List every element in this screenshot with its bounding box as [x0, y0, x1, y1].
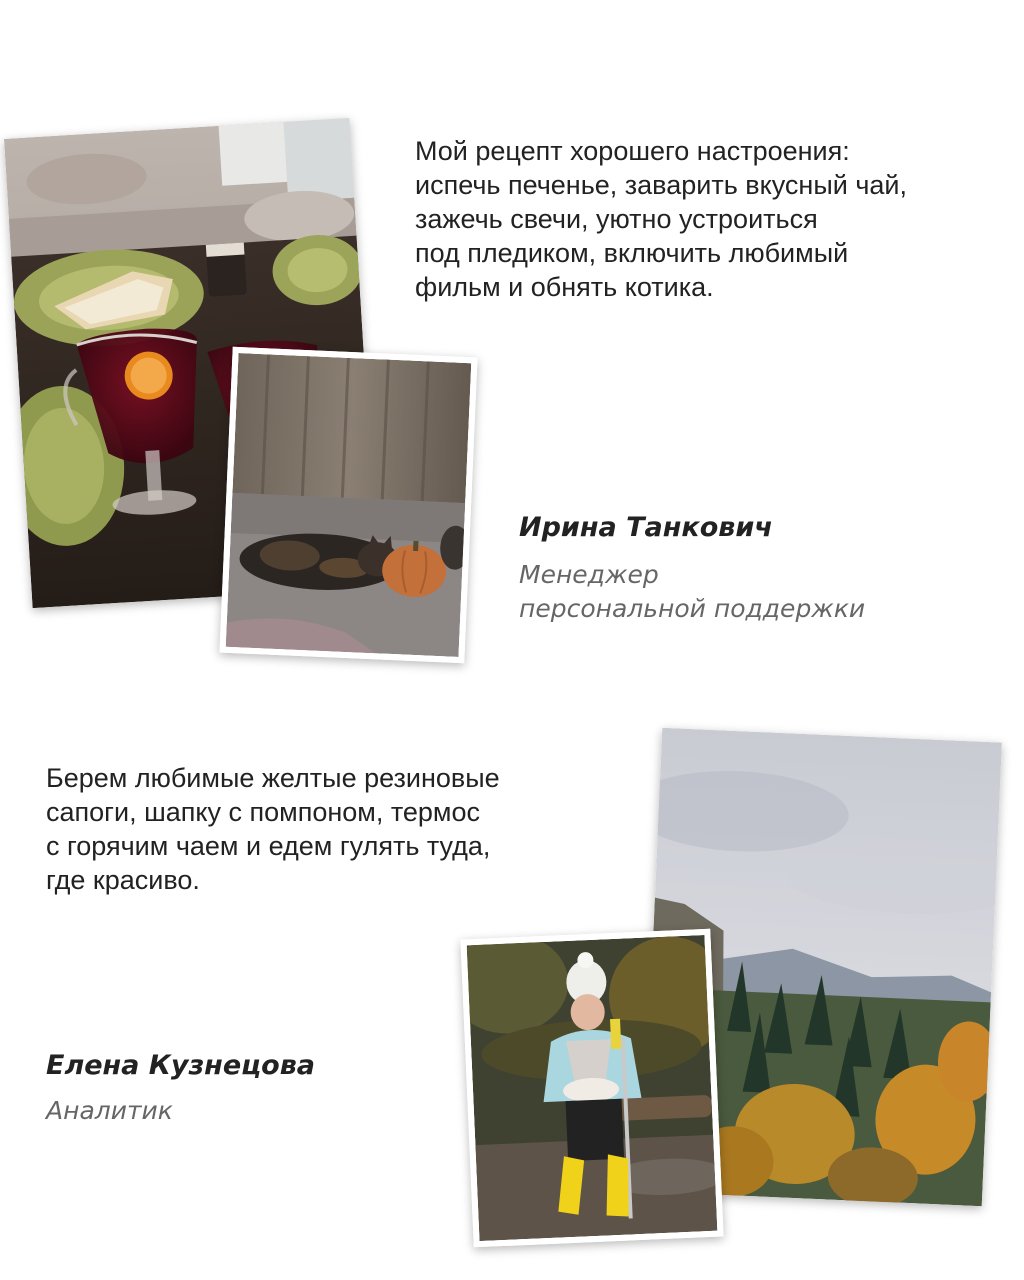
hiker-yellow-boots-photo [460, 929, 723, 1248]
quote-line: фильм и обнять котика. [415, 272, 714, 302]
cat-illustration [226, 353, 472, 657]
quote-line: испечь печенье, заварить вкусный чай, [415, 170, 907, 200]
quote-line: Мой рецепт хорошего настроения: [415, 136, 850, 166]
cat-on-sofa-photo [219, 347, 477, 663]
role-line: Аналитик [46, 1096, 173, 1125]
quote-section-1 [415, 134, 907, 304]
quote-section-2 [46, 761, 500, 897]
hiker-illustration [467, 935, 718, 1241]
quote-line: где красиво. [46, 865, 200, 895]
quote-line: сапоги, шапку с помпоном, термос [46, 797, 481, 827]
quote-line: Берем любимые желтые резиновые [46, 763, 500, 793]
role-line: Менеджер [519, 560, 659, 589]
quote-line: зажечь свечи, уютно устроиться [415, 204, 818, 234]
role-line: персональной поддержки [519, 594, 866, 623]
author-name-2: Елена Кузнецова [46, 1050, 315, 1081]
author-name-1: Ирина Танкович [519, 512, 773, 543]
author-role-1 [519, 558, 865, 626]
quote-line: с горячим чаем и едем гулять туда, [46, 831, 491, 861]
quote-line: под пледиком, включить любимый [415, 238, 849, 268]
author-role-2 [46, 1094, 173, 1128]
